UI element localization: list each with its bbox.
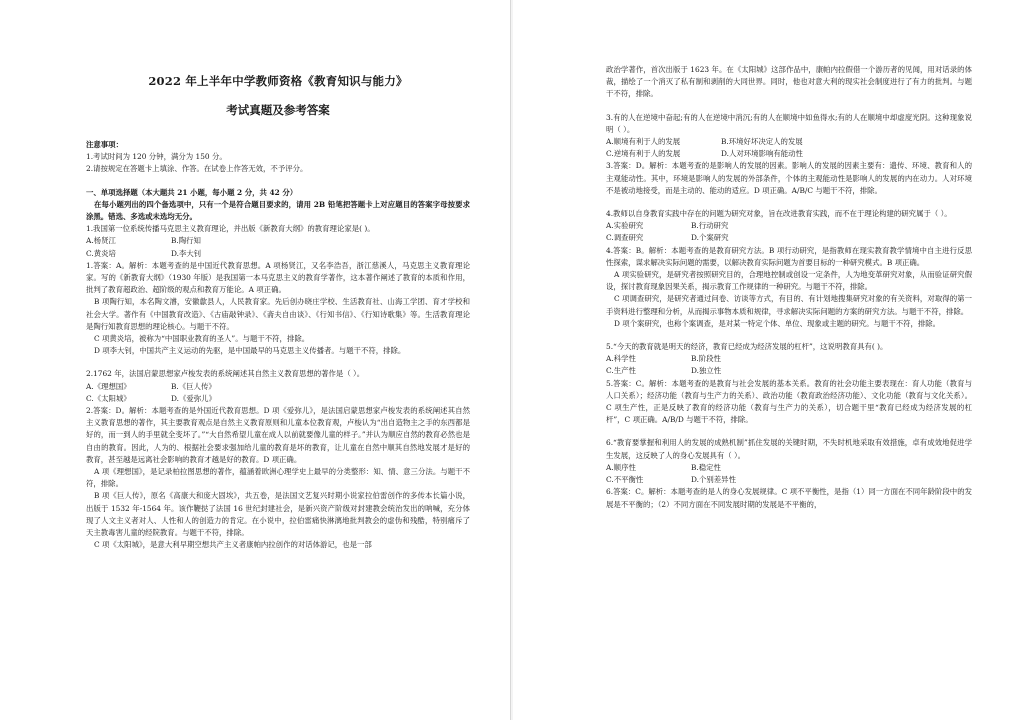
option: C.《太阳城》 (86, 393, 131, 403)
question-2-answer: 2.答案：D。解析：本题考查的是外国近代教育思想。D 项《爱弥儿》，是法国启蒙思想家卢梭发表的系统阐述其自然主义教育思想的著作，其主要教育观点是自然主义教育原则和儿童本位教育观，卢梭认为“出自造物主之手的东西都是好的，而一到人的手里就全变坏了。”“大自然希望儿童在成人以前就要像儿童的样子。”并认为顺应自然的教育必然也是自由的教育。因此，人为的、根据社会要求强加给儿童的教育是坏的教育，让儿童在自然中顺其自然地发展才是好的教育，甚至越是远离社会影响的教育才越是好的教育。D 项正确。 (86, 406, 470, 464)
question-4-answer: 4.答案：B。解析：本题考查的是教育研究方法。B 项行动研究，是指教师在现实教育教学情境中自主进行反思性探索，谋求解决实际问题的需要，以解决教育实际问题为首要目标的一种研究模式。B 项正确。 (606, 245, 972, 267)
answer-explanation: B 项陶行知，本名陶文濬，安徽歙县人，人民教育家。先后创办晓庄学校、生活教育社、山海工学团、育才学校和社会大学。著作有《中国教育改造》、《古庙敲钟录》、《斋夫自由谈》、《行知书信》、《行知诗歌集》等。生活教育理论是陶行知教育思想的理论核心。与题干不符。 (86, 297, 470, 331)
option: B.阶段性 (691, 354, 721, 364)
question-1-options (86, 235, 470, 259)
option: B.《巨人传》 (171, 381, 216, 391)
option: A.科学性 (606, 354, 636, 364)
option: A.顺境有利于人的发展 (606, 137, 681, 147)
option: D.个案研究 (691, 233, 729, 243)
answer-explanation: C 项调查研究，是研究者通过问卷、访谈等方式，有目的、有计划地搜集研究对象的有关资料，对取得的第一手资料进行整理和分析，从而揭示事物本质和规律，寻求解决实际问题的方案的研究方法。与题干不符，排除。 (606, 294, 972, 316)
option: B.稳定性 (691, 462, 721, 472)
section-heading: 一、单项选择题（本大题共 21 小题，每小题 2 分，共 42 分） (86, 187, 298, 197)
option: A.顺序性 (606, 462, 636, 472)
option: B.行动研究 (691, 221, 729, 231)
question-1: 1.我国第一位系统传播马克思主义教育理论，并出版《新教育大纲》的教育理论家是( )。 (86, 224, 375, 234)
option: A.实验研究 (606, 221, 644, 231)
left-page (0, 0, 511, 720)
question-1-answer: 1.答案：A。解析：本题考查的是中国近代教育思想。A 项杨贤江，又名李浩吾，浙江慈溪人，马克思主义教育理论家。写的《新教育大纲》（1930 年版）是我国第一本马克思主义的教育学著作，这本著作阐述了教育的本质和作用，批判了教育超政治、超阶级的观点和教育万能论。A 项正确。 (86, 260, 470, 295)
section-instructions: 在每小题列出的四个备选项中，只有一个是符合题目要求的，请用 2B 铅笔把答题卡上对应题目的答案字母按要求涂黑。错选、多选或未选均无分。 (86, 199, 470, 222)
answer-explanation: C 项黄炎培，被称为“中国职业教育的圣人”。与题干不符，排除。 (94, 334, 310, 344)
answer-explanation: B 项《巨人传》，原名《高康大和庞大固埃》，共五卷，是法国文艺复兴时期小说家拉伯雷创作的多传本长篇小说，出版于 1532 年-1564 年。该作鞭挞了法国 16 世纪封建社会，是新兴资产阶级对封建教会统治发出的呐喊，充分体现了人文主义者对人、人性和人的创造力的肯定。在小说中，拉伯雷痛快淋漓地批判教会的虚伪和残酷，特别痛斥了天主教毒害儿童的经院教育。与题干不符，排除。 (86, 491, 470, 538)
option: D.独立性 (691, 366, 722, 376)
question-5-options (606, 353, 972, 377)
question-6-answer: 6.答案：C。解析：本题考查的是人的身心发展规律。C 项不平衡性，是指（1）同一方面在不同年龄阶段中的发展是不平衡的；（2）不同方面在不同发展时期的发展是不平衡的， (606, 487, 972, 509)
answer-explanation: C 项《太阳城》，是意大利早期空想共产主义者康帕内拉创作的对话体游记，也是一部 (94, 540, 372, 550)
option: D.人对环境影响有能动性 (721, 149, 803, 159)
option: D.《爱弥儿》 (171, 393, 216, 403)
option: D.个别差异性 (691, 475, 736, 485)
question-3: 3.有的人在逆境中奋起;有的人在逆境中消沉;有的人在顺境中如鱼得水;有的人在顺境中却虚度光阴。这种现象说明（ ）。 (606, 112, 972, 134)
question-6: 6.“教育要掌握和利用人的发展的成熟机制”抓住发展的关键时期，不失时机地采取有效措施，卓有成效地促进学生发展，这反映了人的身心发展具有（ ）。 (606, 438, 972, 460)
option: D.李大钊 (171, 248, 202, 258)
question-3-answer: 3.答案：D。解析：本题考查的是影响人的发展的因素。影响人的发展的因素主要有：遗传、环境、教育和人的主观能动性。其中，环境是影响人的发展的外部条件，个体的主观能动性是影响人的发展的内在动力。人对环境不是被动地接受，而是主动的、能动的适应。D 项正确。A/B/C 与题干不符，排除。 (606, 161, 972, 195)
exam-title: 2022 年上半年中学教师资格《教育知识与能力》 (148, 74, 408, 88)
notice-item: 2.请按规定在答题卡上填涂、作答。在试卷上作答无效，不予评分。 (86, 164, 308, 174)
exam-subtitle: 考试真题及参考答案 (226, 103, 330, 117)
answer-explanation: A 项《理想国》，是记录柏拉图思想的著作，蕴涵着欧洲心理学史上最早的分类整形：知、情、意三分法。与题干不符，排除。 (86, 467, 470, 489)
question-6-options (606, 462, 972, 486)
question-5-answer: 5.答案：C。解析：本题考查的是教育与社会发展的基本关系。教育的社会功能主要表现在：育人功能（教育与人口关系）；经济功能（教育与生产力的关系）、政治功能（教育政治经济功能）、文化功能（教育与文化关系）。C 项生产性，正是反映了教育的经济功能（教育与生产力的关系），切合题干里“教育已经成为经济发展的杠杆”，C 项正确。A/B/D 与题干不符，排除。 (606, 378, 972, 425)
right-page (513, 0, 1024, 720)
question-2: 2.1762 年，法国启蒙思想家卢梭发表的系统阐述其自然主义教育思想的著作是（ ）。 (86, 369, 365, 379)
option: C.生产性 (606, 366, 636, 376)
answer-explanation: D 项李大钊，中国共产主义运动的先驱，是中国最早的马克思主义传播者。与题干不符，排除。 (94, 346, 406, 356)
question-5: 5.“今天的教育就是明天的经济，教育已经成为经济发展的杠杆”，这说明教育具有( )。 (606, 342, 888, 352)
question-4-options (606, 220, 972, 244)
option: B.陶行知 (171, 236, 201, 246)
question-2-options (86, 381, 470, 405)
question-4: 4.教师以自身教育实践中存在的问题为研究对象，旨在改进教育实践，而不在于理论构建的研究属于（ ）。 (606, 209, 952, 219)
option: A.杨贤江 (86, 236, 116, 246)
notice-item: 1.考试时间为 120 分钟，满分为 150 分。 (86, 152, 227, 162)
option: A.《理想国》 (86, 381, 131, 391)
answer-explanation: 政治学著作，首次出版于 1623 年。在《太阳城》这部作品中，康帕内拉假借一个游历者的见闻，用对话录的体裁，描绘了一个消灭了私有制和剥削的大同世界。同时，他也对意大利的现实社会制度进行了有力的批判。与题干不符，排除。 (606, 65, 972, 99)
option: C.不平衡性 (606, 475, 644, 485)
notice-heading: 注意事项： (86, 140, 123, 149)
option: C.调查研究 (606, 233, 644, 243)
question-3-options (606, 136, 972, 160)
option: B.环境好坏决定人的发展 (721, 137, 803, 147)
option: C.逆境有利于人的发展 (606, 149, 681, 159)
answer-explanation: D 项个案研究，也称个案调查，是对某一特定个体、单位、现象或主题的研究。与题干不符，排除。 (614, 318, 941, 328)
answer-explanation: A 项实验研究，是研究者按照研究目的，合理地控制或创设一定条件，人为地变革研究对象，从而验证研究假设，探讨教育现象因果关系，揭示教育工作规律的一种研究。与题干不符，排除。 (606, 270, 972, 292)
option: C.黄炎培 (86, 248, 116, 258)
